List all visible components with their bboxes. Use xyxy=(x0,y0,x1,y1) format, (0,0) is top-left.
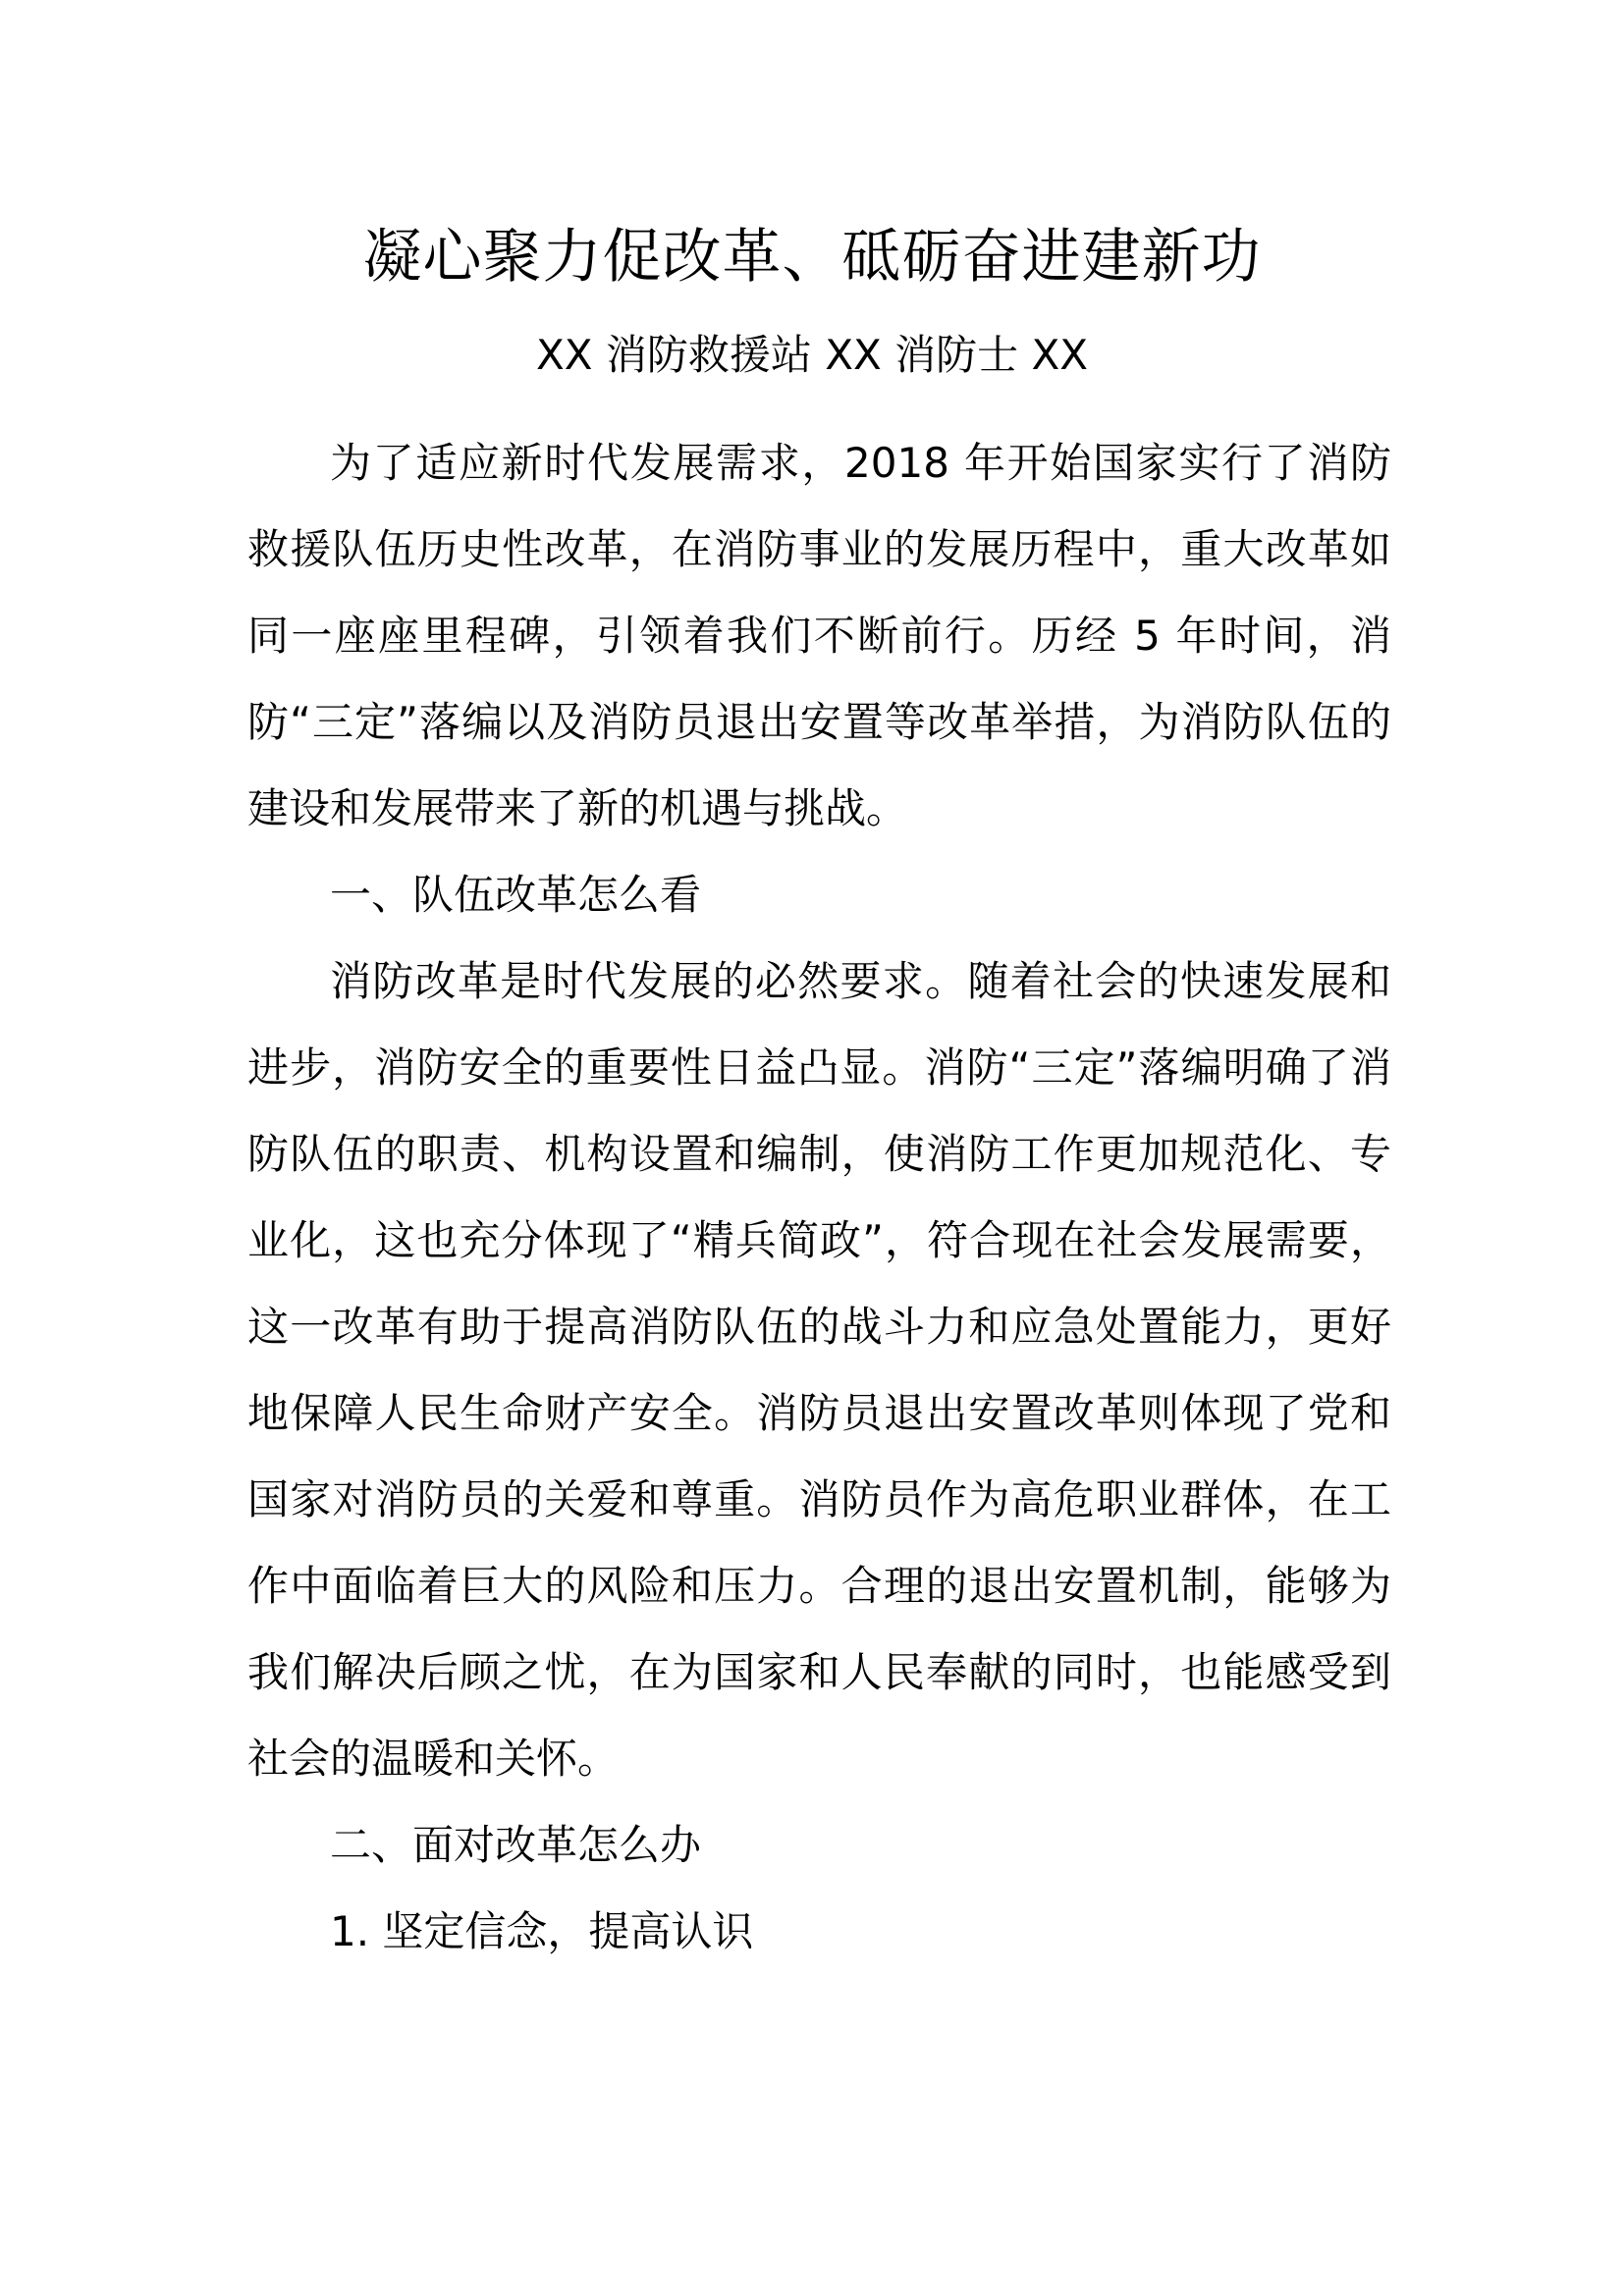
document-title: 凝心聚力促改革、砥砺奋进建新功 xyxy=(362,223,1262,292)
section-heading-2: 二、面对改革怎么办 xyxy=(330,1821,702,1869)
document-byline: XX 消防救援站 XX 消防士 XX xyxy=(535,331,1089,379)
paragraph-reform-view: 消防改革是时代发展的必然要求。随着社会的快速发展和进步，消防安全的重要性日益凸显。消防“三定”落编明确了消防队伍的职责、机构设置和编制，使消防工作更加规范化、专业化，这也充分体现了“精兵简政”，符合现在社会发展需要，这一改革有助于提高消防队伍的战斗力和应急处置能力，更好地保障人民生命财产安全。消防员退出安置改革则体现了党和国家对消防员的关爱和尊重。消防员作为高危职业群体，在工作中面临着巨大的风险和压力。合理的退出安置机制，能够为我们解决后顾之忧，在为国家和人民奉献的同时，也能感受到社会的温暖和关怀。 xyxy=(247,957,1391,1783)
subsection-heading-1: 1. 坚定信念，提高认识 xyxy=(330,1907,754,1955)
document-body xyxy=(247,420,1391,1975)
section-heading-1: 一、队伍改革怎么看 xyxy=(330,871,702,919)
paragraph-intro: 为了适应新时代发展需求，2018 年开始国家实行了消防救援队伍历史性改革，在消防事业的发展历程中，重大改革如同一座座里程碑，引领着我们不断前行。历经 5 年时间，消防“三定”落编以及消防员退出安置等改革举措，为消防队伍的建设和发展带来了新的机遇与挑战。 xyxy=(247,439,1391,832)
